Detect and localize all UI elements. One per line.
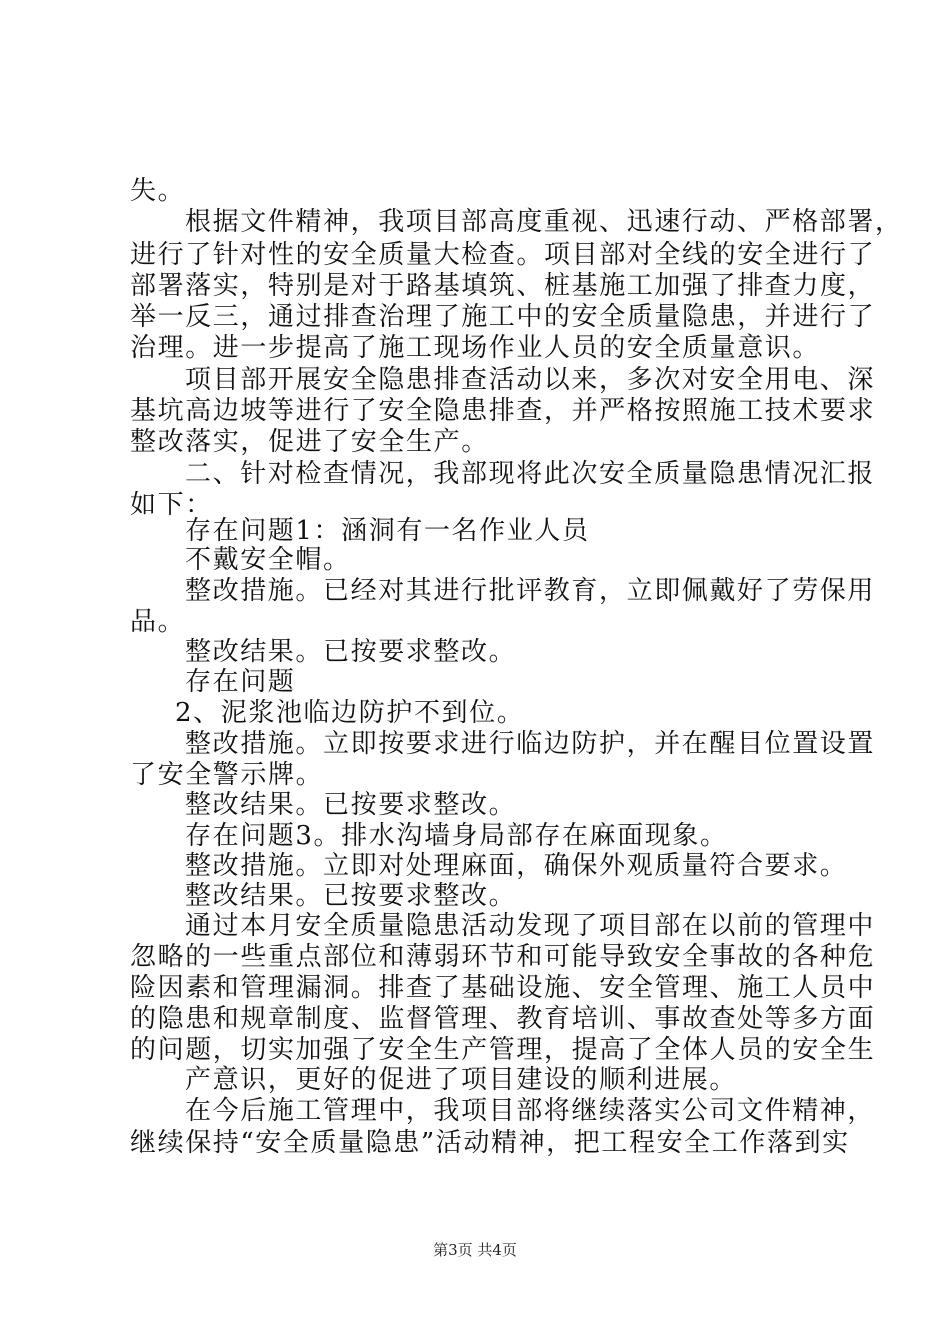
text-line: 2、泥浆池临边防护不到位。 bbox=[175, 698, 525, 728]
text-line: 基坑高边坡等进行了安全隐患排查，并严格按照施工技术要求 bbox=[130, 396, 876, 426]
text-line: 通过本月安全质量隐患活动发现了项目部在以前的管理中 bbox=[185, 911, 876, 941]
text-line: 整改措施。立即对处理麻面，确保外观质量符合要求。 bbox=[185, 851, 848, 881]
page-footer: 第3页 共4页 bbox=[433, 1241, 517, 1259]
text-line: 险因素和管理漏洞。排查了基础设施、安全管理、施工人员中 bbox=[130, 973, 876, 1003]
text-line: 项目部开展安全隐患排查活动以来，多次对安全用电、深 bbox=[185, 365, 876, 395]
text-line: 整改结果。已按要求整改。 bbox=[185, 637, 517, 667]
text-line: 失。 bbox=[130, 176, 186, 206]
text-line: 存在问题3。排水沟墙身局部存在麻面现象。 bbox=[185, 821, 728, 851]
text-line: 举一反三，通过排查治理了施工中的安全质量隐患，并进行了 bbox=[130, 302, 876, 332]
text-line: 在今后施工管理中，我项目部将继续落实公司文件精神， bbox=[185, 1096, 876, 1126]
text-line: 的隐患和规章制度、监督管理、教育培训、事故查处等多方面 bbox=[130, 1004, 876, 1034]
text-line: 根据文件精神，我项目部高度重视、迅速行动、严格部署， bbox=[185, 207, 903, 237]
text-line: 整改措施。立即按要求进行临边防护，并在醒目位置设置 bbox=[185, 729, 876, 759]
text-line: 整改结果。已按要求整改。 bbox=[185, 790, 517, 820]
text-line: 继续保持“安全质量隐患”活动精神，把工程安全工作落到实 bbox=[130, 1128, 850, 1158]
text-line: 整改结果。已按要求整改。 bbox=[185, 881, 517, 911]
text-line: 存在问题1：涵洞有一名作业人员 bbox=[185, 516, 590, 546]
text-line: 品。 bbox=[130, 607, 186, 637]
text-line: 治理。进一步提高了施工现场作业人员的安全质量意识。 bbox=[130, 333, 821, 363]
text-line: 产意识，更好的促进了项目建设的顺利进展。 bbox=[185, 1065, 738, 1095]
text-line: 二、针对检查情况，我部现将此次安全质量隐患情况汇报 bbox=[185, 459, 876, 489]
text-line: 整改落实，促进了安全生产。 bbox=[130, 427, 489, 457]
text-line: 忽略的一些重点部位和薄弱环节和可能导致安全事故的各种危 bbox=[130, 942, 876, 972]
text-line: 存在问题 bbox=[185, 667, 296, 697]
text-line: 如下： bbox=[130, 490, 213, 520]
text-line: 了安全警示牌。 bbox=[130, 760, 324, 790]
text-line: 整改措施。已经对其进行批评教育，立即佩戴好了劳保用 bbox=[185, 576, 876, 606]
text-line: 不戴安全帽。 bbox=[185, 545, 351, 575]
text-line: 部署落实，特别是对于路基填筑、桩基施工加强了排查力度， bbox=[130, 271, 876, 301]
text-line: 进行了针对性的安全质量大检查。项目部对全线的安全进行了 bbox=[130, 240, 876, 270]
text-line: 的问题，切实加强了安全生产管理，提高了全体人员的安全生 bbox=[130, 1035, 876, 1065]
